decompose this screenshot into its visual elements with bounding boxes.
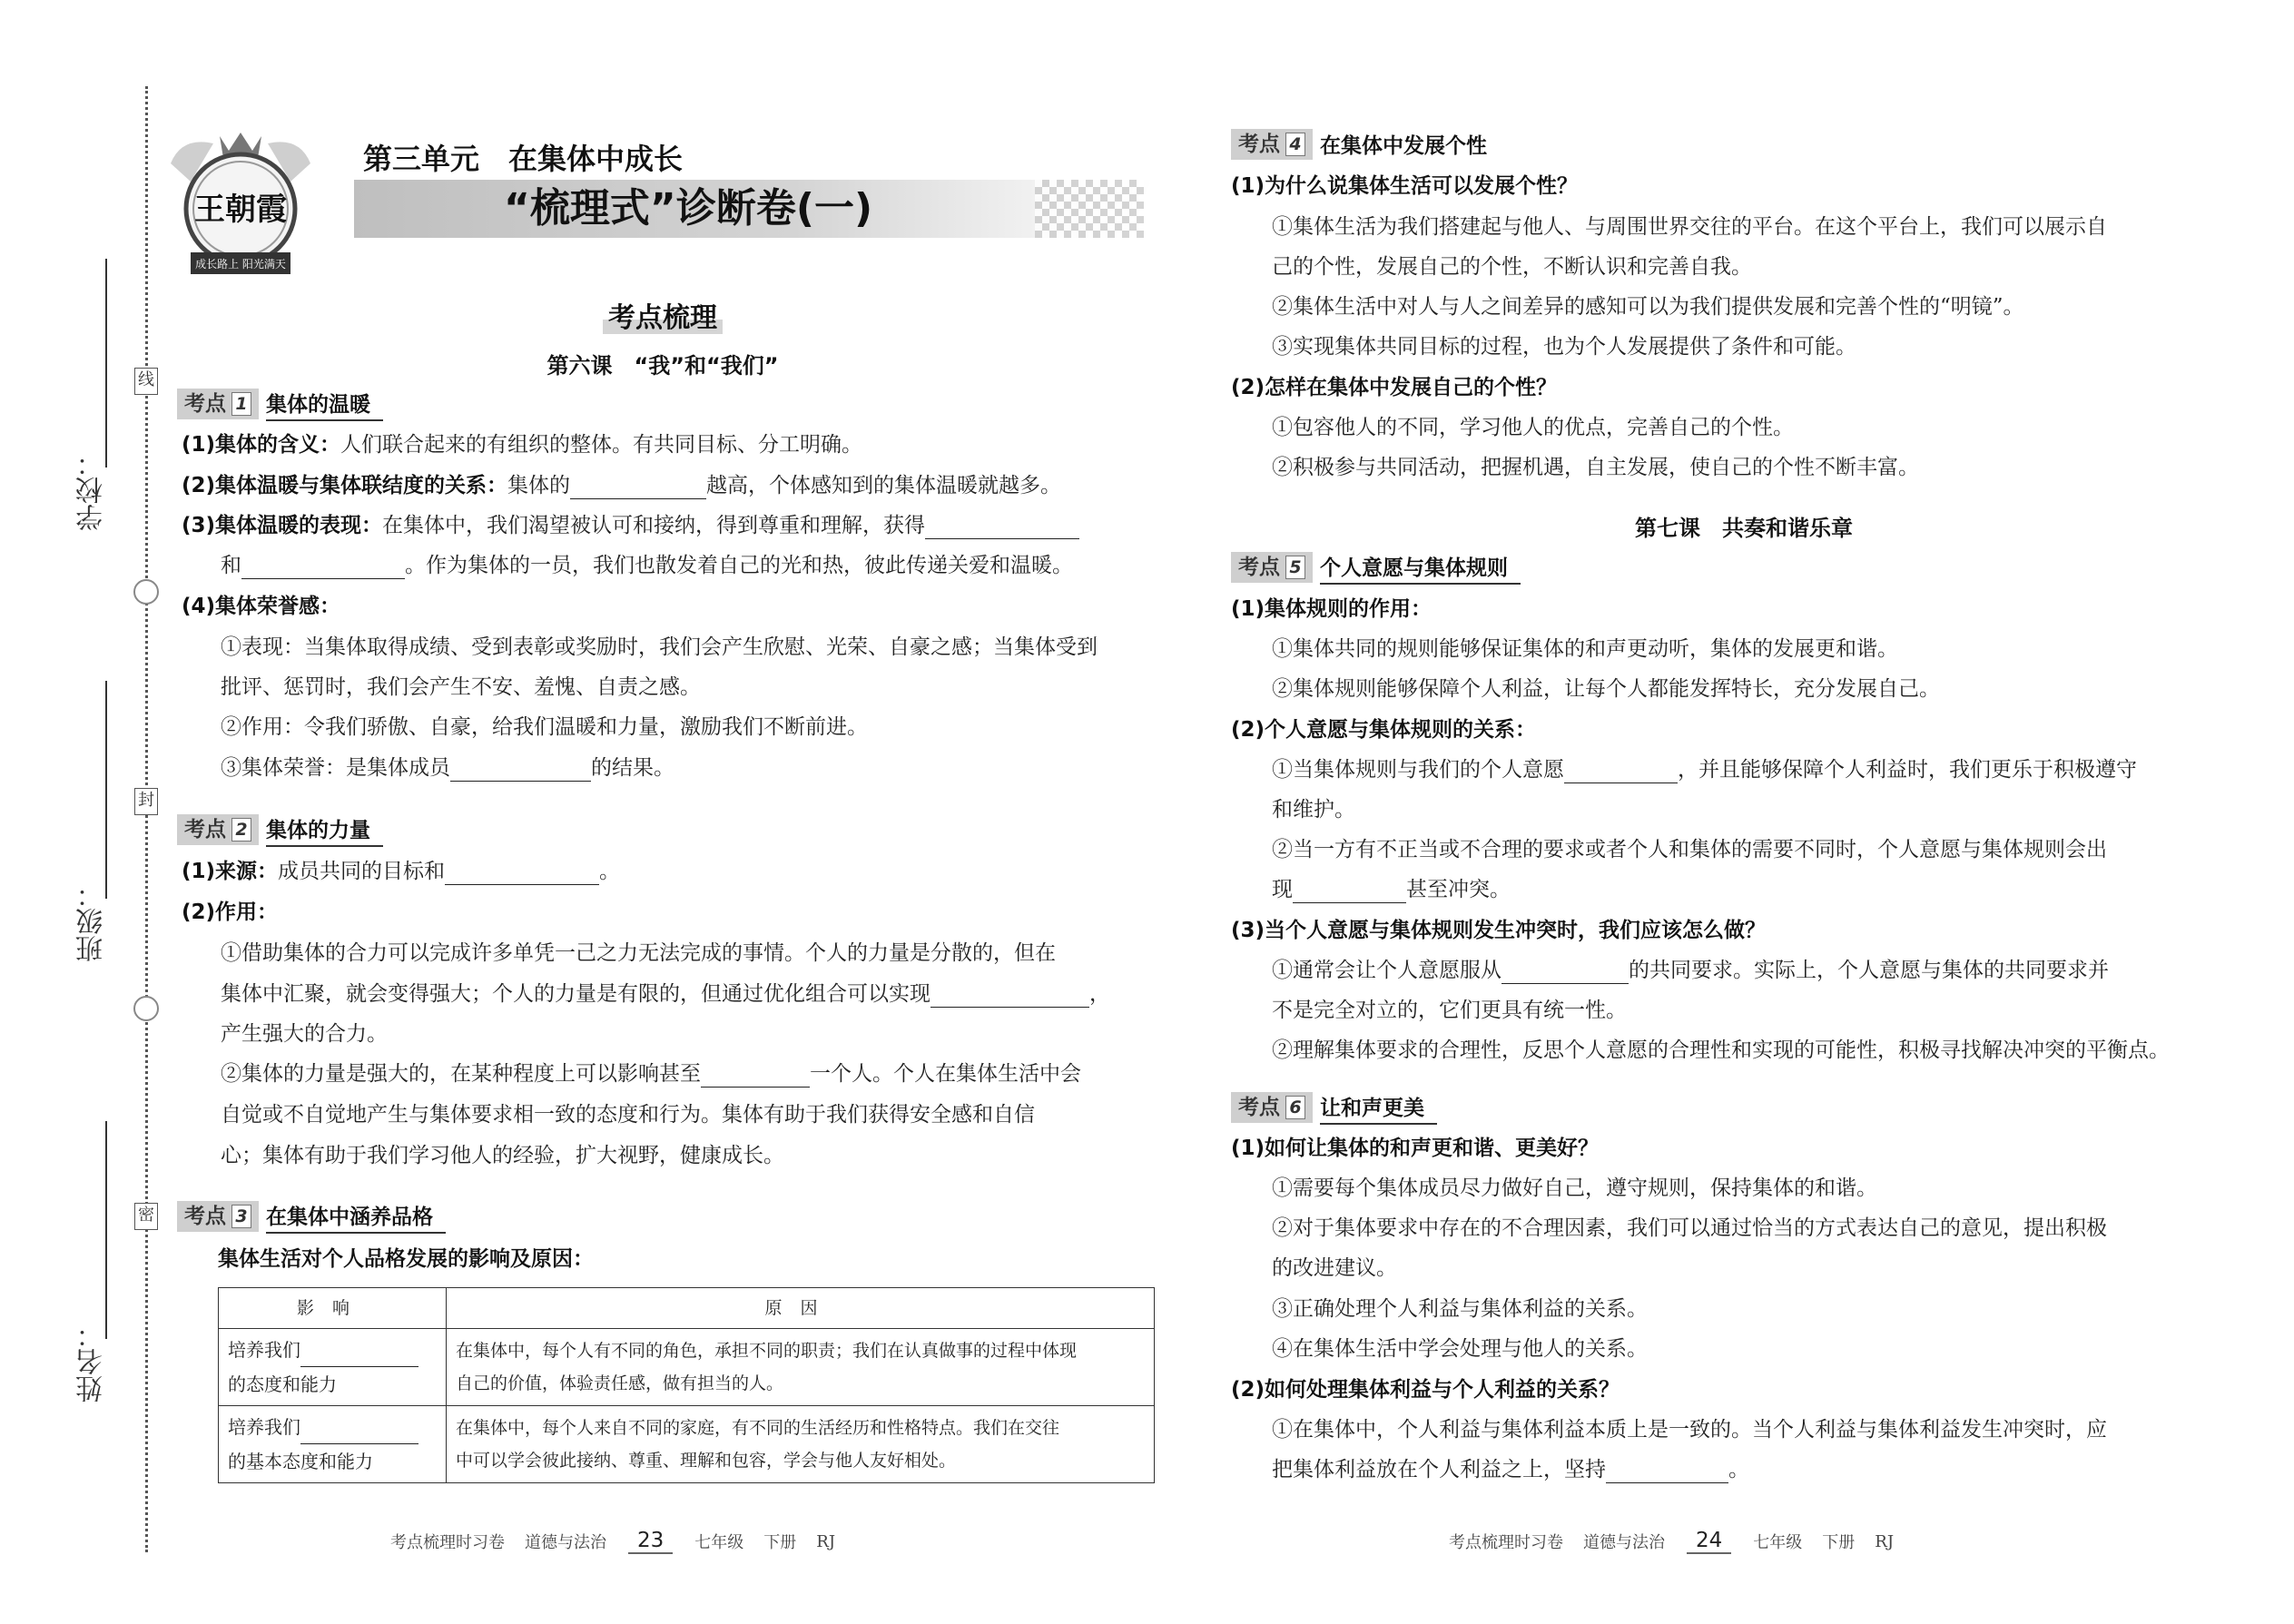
logo-motto: 成长路上 阳光满天 [195, 258, 286, 271]
text-line: ②集体的力量是强大的，在某种程度上可以影响甚至 一个人。个人在集体生活中会 [221, 1062, 1081, 1086]
right-page [1147, 0, 2294, 1624]
binding-mark-seal2: 密 [134, 1203, 158, 1230]
text-line: ②积极参与共同活动，把握机遇，自主发展，使自己的个性不断丰富。 [1272, 456, 1919, 479]
text-line: 集体中汇聚，就会变得强大；个人的力量是有限的，但通过优化组合可以实现 ， [221, 982, 1110, 1006]
binding-line [145, 86, 148, 1552]
text-line: ①在集体中，个人利益与集体利益本质上是一致的。当个人利益与集体利益发生冲突时，应 [1272, 1418, 2107, 1442]
text-line: ③集体荣誉：是集体成员 的结果。 [221, 756, 674, 780]
text-line: 产生强大的合力。 [221, 1022, 388, 1046]
answer-blank[interactable] [450, 761, 591, 782]
influence-table [218, 1287, 1155, 1483]
page-number: 23 [628, 1529, 673, 1554]
school-field[interactable] [73, 259, 118, 531]
table-header-row [219, 1288, 1155, 1329]
text-line: ①需要每个集体成员尽力做好自己，遵守规则，保持集体的和谐。 [1272, 1176, 1877, 1200]
answer-blank[interactable] [930, 987, 1089, 1008]
section-title-text: 考点梳理 [603, 302, 723, 334]
text-line: 和维护。 [1272, 798, 1355, 822]
page-footer: 考点梳理时习卷 道德与法治 23 七年级 下册 RJ [390, 1529, 836, 1552]
class-field[interactable] [73, 681, 118, 962]
table-header-influence: 影响 [219, 1288, 447, 1329]
kd1-header [177, 389, 383, 419]
kd6-title: 让和声更美 [1320, 1091, 1437, 1125]
kd6-header: 考点 6 让和声更美 [1231, 1092, 1437, 1123]
text-line: 己的个性，发展自己的个性，不断认识和完善自我。 [1272, 255, 1752, 279]
text-line: (1)集体的含义：人们联合起来的有组织的整体。有共同目标、分工明确。 [182, 433, 863, 457]
kd4-header: 考点 4 在集体中发展个性 [1231, 129, 1500, 160]
name-label: 姓名： [76, 1321, 108, 1403]
text-line: ②对于集体要求中存在的不合理因素，我们可以通过恰当的方式表达自己的意见，提出积极 [1272, 1216, 2107, 1240]
table-cell: 在集体中，每个人有不同的角色，承担不同的职责；我们在认真做事的过程中体现 自己的价值，体验责任感，做有担当的人。 [447, 1329, 1155, 1406]
kd-label: 考点 [184, 392, 226, 416]
text-line: (4)集体荣誉感： [182, 595, 341, 618]
kd2-title: 集体的力量 [266, 813, 383, 847]
text-line: ②作用：令我们骄傲、自豪，给我们温暖和力量，激励我们不断前进。 [221, 715, 868, 739]
text-line: 批评、惩罚时，我们会产生不安、羞愧、自责之感。 [221, 675, 701, 699]
kd5-num: 5 [1285, 556, 1305, 579]
text-line: (1)为什么说集体生活可以发展个性？ [1231, 174, 1579, 198]
kd4-num: 4 [1285, 133, 1305, 156]
page-number: 24 [1687, 1529, 1731, 1554]
kd1-num: 1 [231, 392, 251, 416]
unit-title: 第三单元 在集体中成长 [363, 142, 684, 176]
answer-blank[interactable] [925, 518, 1079, 539]
text-line: 的改进建议。 [1272, 1256, 1397, 1280]
kd2-header: 考点 2 集体的力量 [177, 814, 383, 845]
text-line: (2)怎样在集体中发展自己的个性？ [1231, 376, 1558, 399]
answer-blank[interactable] [701, 1067, 810, 1088]
text-line: ③正确处理个人利益与集体利益的关系。 [1272, 1297, 1648, 1321]
binding-hole-icon [133, 579, 159, 605]
text-line: 把集体利益放在个人利益之上，坚持 。 [1272, 1458, 1749, 1481]
text-line: (2)如何处理集体利益与个人利益的关系？ [1231, 1378, 1620, 1402]
text-line: ①借助集体的合力可以完成许多单凭一己之力无法完成的事情。个人的力量是分散的，但在 [221, 941, 1056, 965]
school-label: 学校： [76, 449, 108, 531]
answer-blank[interactable] [1293, 882, 1406, 903]
text-line: (2)个人意愿与集体规则的关系： [1231, 718, 1537, 742]
answer-blank[interactable] [445, 864, 599, 885]
answer-blank[interactable] [300, 1423, 418, 1444]
table-header-reason: 原因 [447, 1288, 1155, 1329]
text-line: 自觉或不自觉地产生与集体要求相一致的态度和行为。集体有助于我们获得安全感和自信 [221, 1103, 1035, 1127]
text-line: (1)来源：成员共同的目标和 。 [182, 860, 621, 883]
text-line: ②集体规则能够保障个人利益，让每个人都能发挥特长，充分发展自己。 [1272, 677, 1940, 701]
logo-name: 王朝霞 [194, 192, 287, 228]
answer-blank[interactable] [1501, 963, 1629, 984]
kd6-num: 6 [1285, 1096, 1305, 1119]
text-line: 不是完全对立的，它们更具有统一性。 [1272, 999, 1627, 1022]
kd2-num: 2 [231, 818, 251, 842]
kd5-title: 个人意愿与集体规则 [1320, 551, 1521, 585]
text-line: ①表现：当集体取得成绩、受到表彰或奖励时，我们会产生欣慰、光荣、自豪之感；当集体受到 [221, 635, 1098, 659]
table-cell: 培养我们 的基本态度和能力 [219, 1406, 447, 1483]
class-label: 班级： [76, 881, 108, 962]
text-line: ④在集体生活中学会处理与他人的关系。 [1272, 1337, 1648, 1361]
kd5-header: 考点 5 个人意愿与集体规则 [1231, 552, 1521, 583]
answer-blank[interactable] [570, 478, 706, 499]
binding-mark-seal: 封 [134, 788, 158, 815]
binding-mark-line: 线 [134, 368, 158, 395]
text-line: ②当一方有不正当或不合理的要求或者个人和集体的需要不同时，个人意愿与集体规则会出 [1272, 838, 2107, 861]
text-line: 和 。作为集体的一员，我们也散发着自己的光和热，彼此传递关爱和温暖。 [221, 554, 1073, 577]
text-line: (2)集体温暖与集体联结度的关系：集体的 越高，个体感知到的集体温暖就越多。 [182, 474, 1062, 497]
kd3-title: 在集体中涵养品格 [266, 1200, 446, 1234]
text-line: ①包容他人的不同，学习他人的优点，完善自己的个性。 [1272, 416, 1794, 439]
text-line: ②理解集体要求的合理性，反思个人意愿的合理性和实现的可能性，积极寻找解决冲突的平衡点。 [1272, 1038, 2170, 1062]
page-footer: 考点梳理时习卷 道德与法治 24 七年级 下册 RJ [1449, 1529, 1895, 1552]
text-line: (3)当个人意愿与集体规则发生冲突时，我们应该怎么做？ [1231, 919, 1767, 942]
text-line: 心；集体有助于我们学习他人的经验，扩大视野，健康成长。 [221, 1144, 784, 1167]
table-intro: 集体生活对个人品格发展的影响及原因： [218, 1247, 594, 1271]
answer-blank[interactable] [1564, 763, 1678, 783]
text-line: ③实现集体共同目标的过程，也为个人发展提供了条件和可能。 [1272, 335, 1856, 359]
text-line: (1)集体规则的作用： [1231, 597, 1433, 621]
kd4-title: 在集体中发展个性 [1320, 133, 1487, 158]
table-row [219, 1406, 1155, 1483]
text-line: ①通常会让个人意愿服从 的共同要求。实际上，个人意愿与集体的共同要求并 [1272, 959, 2109, 982]
text-line: (2)作用： [182, 901, 279, 924]
table-cell: 在集体中，每个人来自不同的家庭，有不同的生活经历和性格特点。我们在交往 中可以学会彼此接纳、尊重、理解和包容，学会与他人友好相处。 [447, 1406, 1155, 1483]
table-row [219, 1329, 1155, 1406]
answer-blank[interactable] [300, 1346, 418, 1367]
answer-blank[interactable] [241, 558, 405, 579]
banner-pattern [1035, 180, 1144, 238]
text-line: ①集体共同的规则能够保证集体的和声更动听，集体的发展更和谐。 [1272, 637, 1898, 661]
text-line: (3)集体温暖的表现：在集体中，我们渴望被认可和接纳，得到尊重和理解，获得 [182, 512, 1079, 539]
text-line: ②集体生活中对人与人之间差异的感知可以为我们提供发展和完善个性的“明镜”。 [1272, 295, 2024, 319]
text-line: ①集体生活为我们搭建起与他人、与周围世界交往的平台。在这个平台上，我们可以展示自 [1272, 215, 2107, 239]
brand-logo-icon [163, 127, 318, 281]
binding-hole-icon [133, 996, 159, 1021]
answer-blank[interactable] [1606, 1462, 1728, 1483]
text-line: (1)如何让集体的和声更和谐、更美好？ [1231, 1137, 1600, 1160]
lesson-title: 第六课 “我”和“我们” [546, 353, 779, 379]
exam-title: “梳理式”诊断卷(一) [504, 185, 873, 231]
kd3-header: 考点 3 在集体中涵养品格 [177, 1201, 446, 1232]
text-line: ①当集体规则与我们的个人意愿 ，并且能够保障个人利益时，我们更乐于积极遵守 [1272, 758, 2137, 782]
kd1-title: 集体的温暖 [266, 388, 383, 421]
kd3-num: 3 [231, 1205, 251, 1228]
table-cell: 培养我们 的态度和能力 [219, 1329, 447, 1406]
text-line: 现 甚至冲突。 [1272, 878, 1511, 901]
unit-header [163, 127, 1153, 300]
lesson-title: 第七课 共奏和谐乐章 [1635, 516, 1853, 541]
section-title [172, 295, 1153, 335]
name-field[interactable] [73, 1121, 118, 1403]
